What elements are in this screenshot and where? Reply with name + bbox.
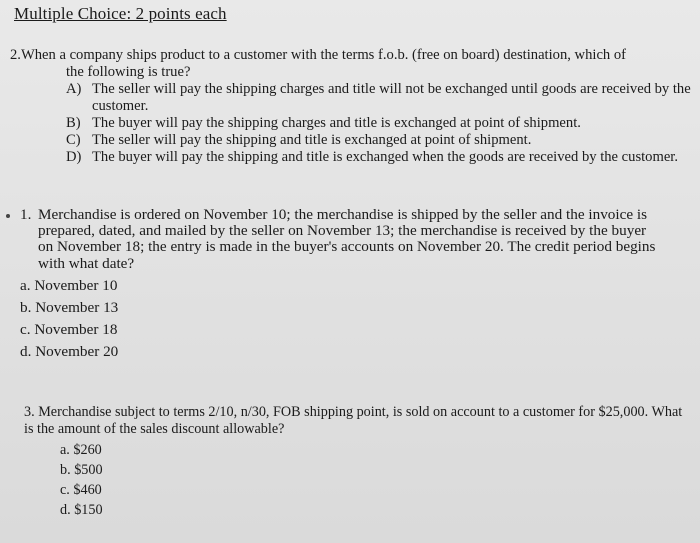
- question-3: [24, 404, 684, 520]
- question-2-stem: [10, 47, 692, 64]
- question-2-option-d: [66, 149, 692, 166]
- question-1-choice-b: b. November 13: [20, 298, 119, 316]
- option-letter: C): [66, 132, 81, 148]
- option-letter: B): [66, 115, 81, 131]
- question-2-option-c: [66, 132, 692, 149]
- question-2-option-a: [66, 81, 692, 115]
- question-3-choice-b: b. $500: [60, 462, 103, 478]
- question-3-choices: [60, 440, 684, 520]
- question-2-stem-line1: When a company ships product to a customer with the terms f.o.b. (free on board) destination, which of: [20, 47, 627, 63]
- question-3-choice-a: a. $260: [60, 442, 102, 458]
- question-2-number: 2.: [10, 47, 21, 63]
- question-2-options: [66, 81, 692, 166]
- question-2-stem-line2: the following is true?: [66, 64, 191, 80]
- option-text: The buyer will pay the shipping charges and title is exchanged at point of shipment.: [92, 115, 581, 131]
- option-letter: A): [66, 81, 82, 97]
- question-2: [10, 47, 692, 166]
- question-1-stem: [20, 207, 660, 272]
- question-3-stem: 3. Merchandise subject to terms 2/10, n/30, FOB shipping point, is sold on account to a customer for $25,000. What is the amount of the sales discount allowable?: [24, 404, 683, 437]
- option-text: The seller will pay the shipping charges and title will not be exchanged until goods are received by the customer.: [92, 81, 691, 114]
- question-1-stem-text: Merchandise is ordered on November 10; the merchandise is shipped by the seller and the invoice is prepared, dated, and mailed by the seller on November 13; the merchandise is received by the buyer on November 18; the entry is made in the buyer's accounts on November 20. The credit period begins with what date?: [38, 206, 656, 272]
- question-2-option-b: [66, 115, 692, 132]
- margin-dot: [6, 214, 10, 218]
- question-1-number: 1.: [20, 206, 32, 223]
- question-1: [20, 207, 660, 363]
- option-text: The seller will pay the shipping and title is exchanged at point of shipment.: [92, 132, 532, 148]
- option-text: The buyer will pay the shipping and title is exchanged when the goods are received by the customer.: [92, 149, 679, 165]
- question-3-choice-c: c. $460: [60, 482, 102, 498]
- question-1-choice-c: c. November 18: [20, 320, 118, 338]
- question-1-choice-d: d. November 20: [20, 342, 119, 360]
- question-1-choices: [20, 275, 660, 363]
- option-letter: D): [66, 149, 82, 165]
- section-heading: Multiple Choice: 2 points each: [14, 4, 227, 23]
- question-1-choice-a: a. November 10: [20, 276, 118, 294]
- question-3-choice-d: d. $150: [60, 502, 103, 518]
